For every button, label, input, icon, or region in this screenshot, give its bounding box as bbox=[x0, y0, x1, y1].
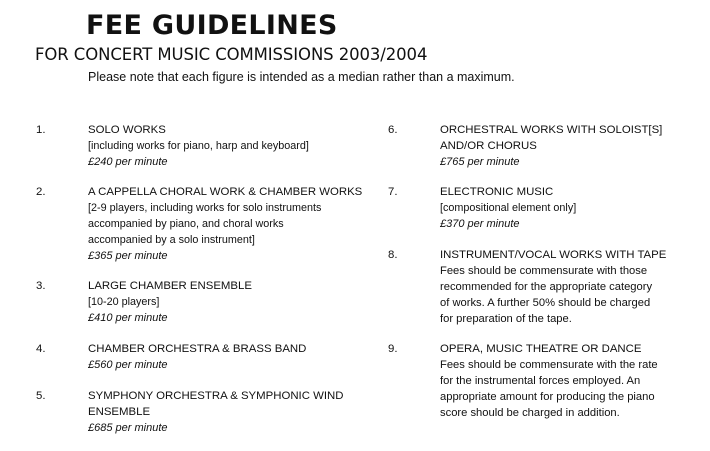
item-detail: [2-9 players, including works for solo instruments accompanied by piano, and choral works accompanied by a solo instrument] bbox=[88, 202, 322, 246]
item-fee: £560 per minute bbox=[88, 359, 168, 371]
item-detail: [10-20 players] bbox=[88, 296, 160, 308]
item-title: INSTRUMENT/VOCAL WORKS WITH TAPE bbox=[440, 249, 667, 261]
item-number: 2. bbox=[36, 186, 46, 198]
item-fee: £240 per minute bbox=[88, 156, 168, 168]
item-fee: £685 per minute bbox=[88, 422, 168, 434]
item-number: 6. bbox=[388, 124, 398, 136]
item-number: 7. bbox=[388, 186, 398, 198]
page-title: FEE GUIDELINES bbox=[86, 10, 338, 41]
item-number: 9. bbox=[388, 343, 398, 355]
item-fee: £370 per minute bbox=[440, 218, 520, 230]
item-title: CHAMBER ORCHESTRA & BRASS BAND bbox=[88, 343, 307, 355]
item-fee: £765 per minute bbox=[440, 156, 520, 168]
item-fee: £365 per minute bbox=[88, 250, 168, 262]
item-number: 5. bbox=[36, 390, 46, 402]
page-subtitle: FOR CONCERT MUSIC COMMISSIONS 2003/2004 bbox=[35, 45, 428, 64]
item-detail: [compositional element only] bbox=[440, 202, 577, 214]
item-title: SYMPHONY ORCHESTRA & SYMPHONIC WIND ENSEMBLE bbox=[88, 390, 344, 418]
item-title: A CAPPELLA CHORAL WORK & CHAMBER WORKS bbox=[88, 186, 363, 198]
item-number: 4. bbox=[36, 343, 46, 355]
item-title: OPERA, MUSIC THEATRE OR DANCE bbox=[440, 343, 642, 355]
item-number: 8. bbox=[388, 249, 398, 261]
item-detail: Fees should be commensurate with the rate for the instrumental forces employed. An appropriate amount for producing the piano score should be charged in addition. bbox=[440, 359, 658, 419]
item-detail: [including works for piano, harp and keyboard] bbox=[88, 140, 309, 152]
item-fee: £410 per minute bbox=[88, 312, 168, 324]
item-title: SOLO WORKS bbox=[88, 124, 166, 136]
item-number: 1. bbox=[36, 124, 46, 136]
item-title: LARGE CHAMBER ENSEMBLE bbox=[88, 280, 252, 292]
median-note: Please note that each figure is intended as a median rather than a maximum. bbox=[88, 70, 515, 84]
item-title: ELECTRONIC MUSIC bbox=[440, 186, 554, 198]
item-number: 3. bbox=[36, 280, 46, 292]
item-detail: Fees should be commensurate with those recommended for the appropriate category of works. A further 50% should be charged for preparation of the tape. bbox=[440, 265, 653, 325]
item-title: ORCHESTRAL WORKS WITH SOLOIST[S] AND/OR CHORUS bbox=[440, 124, 663, 152]
